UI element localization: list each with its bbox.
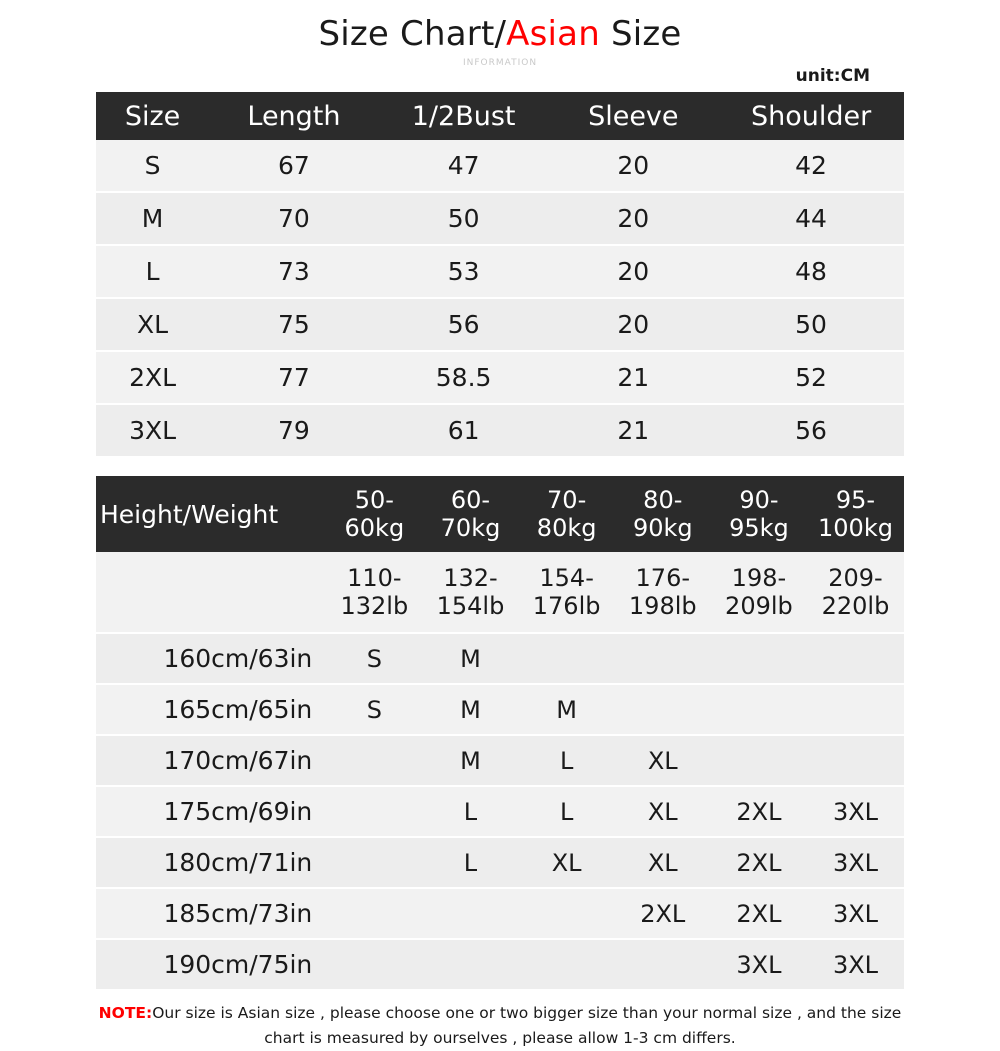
table-row — [96, 245, 904, 298]
cell-fit-size — [615, 633, 711, 684]
table-row — [96, 684, 904, 735]
cell-length: 77 — [209, 351, 379, 404]
cell-fit-size: 3XL — [807, 786, 904, 837]
table-row — [96, 837, 904, 888]
cell-fit-size: XL — [615, 837, 711, 888]
table-row — [96, 351, 904, 404]
cell-fit-size — [807, 633, 904, 684]
cell-weight-lb-3: 154-176lb — [519, 552, 615, 633]
cell-fit-size — [711, 684, 807, 735]
cell-fit-size — [711, 735, 807, 786]
cell-bust: 53 — [379, 245, 549, 298]
cell-height: 180cm/71in — [96, 837, 326, 888]
size-table-wrap — [0, 92, 1000, 458]
cell-size: 2XL — [96, 351, 209, 404]
cell-size: M — [96, 192, 209, 245]
cell-shoulder: 44 — [718, 192, 904, 245]
cell-sleeve: 20 — [548, 140, 718, 192]
cell-size: L — [96, 245, 209, 298]
cell-fit-size — [422, 888, 518, 939]
cell-fit-size: S — [326, 684, 422, 735]
cell-fit-size: L — [519, 735, 615, 786]
cell-fit-size: M — [422, 633, 518, 684]
col-header-bust: 1/2Bust — [379, 92, 549, 140]
cell-fit-size: M — [422, 684, 518, 735]
cell-fit-size — [807, 684, 904, 735]
cell-length: 75 — [209, 298, 379, 351]
table-row — [96, 140, 904, 192]
cell-length: 70 — [209, 192, 379, 245]
cell-fit-size: L — [422, 837, 518, 888]
cell-fit-size — [326, 939, 422, 990]
cell-fit-size: 3XL — [807, 888, 904, 939]
cell-fit-size — [422, 939, 518, 990]
cell-empty — [96, 552, 326, 633]
cell-sleeve: 20 — [548, 192, 718, 245]
cell-fit-size: XL — [615, 735, 711, 786]
cell-sleeve: 20 — [548, 298, 718, 351]
cell-bust: 56 — [379, 298, 549, 351]
cell-length: 67 — [209, 140, 379, 192]
cell-shoulder: 48 — [718, 245, 904, 298]
cell-length: 73 — [209, 245, 379, 298]
title-part1: Size Chart/ — [318, 14, 507, 54]
cell-fit-size: 2XL — [711, 888, 807, 939]
col-header-weight-3: 70-80kg — [519, 476, 615, 552]
cell-fit-size: L — [422, 786, 518, 837]
cell-shoulder: 56 — [718, 404, 904, 457]
cell-fit-size — [519, 888, 615, 939]
table-row — [96, 192, 904, 245]
note-body: Our size is Asian size , please choose one or two bigger size than your normal size , and the size chart is measured by ourselves , please allow 1-3 cm differs. — [152, 1004, 902, 1047]
cell-bust: 47 — [379, 140, 549, 192]
cell-height: 190cm/75in — [96, 939, 326, 990]
cell-bust: 58.5 — [379, 351, 549, 404]
cell-size: XL — [96, 298, 209, 351]
fit-table-header-row — [96, 476, 904, 552]
col-header-length: Length — [209, 92, 379, 140]
cell-bust: 50 — [379, 192, 549, 245]
col-header-weight-1: 50-60kg — [326, 476, 422, 552]
cell-fit-size: S — [326, 633, 422, 684]
cell-fit-size: 3XL — [807, 939, 904, 990]
cell-sleeve: 21 — [548, 404, 718, 457]
cell-weight-lb-4: 176-198lb — [615, 552, 711, 633]
title-part2: Size — [599, 14, 682, 54]
cell-weight-lb-5: 198-209lb — [711, 552, 807, 633]
cell-fit-size: XL — [519, 837, 615, 888]
cell-bust: 61 — [379, 404, 549, 457]
page-title — [0, 0, 1000, 56]
cell-fit-size: 2XL — [711, 786, 807, 837]
cell-size: 3XL — [96, 404, 209, 457]
cell-fit-size: M — [519, 684, 615, 735]
unit-label: unit:CM — [795, 66, 870, 86]
cell-fit-size — [519, 939, 615, 990]
col-header-weight-2: 60-70kg — [422, 476, 518, 552]
cell-length: 79 — [209, 404, 379, 457]
title-accent: Asian — [506, 14, 600, 54]
cell-fit-size: 3XL — [711, 939, 807, 990]
cell-fit-size — [615, 684, 711, 735]
table-row — [96, 939, 904, 990]
table-row — [96, 735, 904, 786]
size-table — [96, 92, 904, 458]
table-row — [96, 786, 904, 837]
cell-fit-size — [519, 633, 615, 684]
cell-fit-size: 2XL — [615, 888, 711, 939]
cell-height: 175cm/69in — [96, 786, 326, 837]
cell-height: 160cm/63in — [96, 633, 326, 684]
cell-fit-size — [615, 939, 711, 990]
cell-fit-size — [326, 837, 422, 888]
note-text — [0, 991, 1000, 1051]
cell-fit-size — [711, 633, 807, 684]
cell-fit-size: L — [519, 786, 615, 837]
fit-table-wrap — [0, 476, 1000, 991]
table-row — [96, 404, 904, 457]
table-row — [96, 633, 904, 684]
col-header-weight-6: 95-100kg — [807, 476, 904, 552]
cell-shoulder: 50 — [718, 298, 904, 351]
cell-fit-size: XL — [615, 786, 711, 837]
cell-weight-lb-1: 110-132lb — [326, 552, 422, 633]
cell-size: S — [96, 140, 209, 192]
table-row — [96, 888, 904, 939]
cell-sleeve: 20 — [548, 245, 718, 298]
cell-fit-size: 3XL — [807, 837, 904, 888]
col-header-weight-5: 90-95kg — [711, 476, 807, 552]
col-header-shoulder: Shoulder — [718, 92, 904, 140]
cell-fit-size: M — [422, 735, 518, 786]
fit-table — [96, 476, 904, 991]
cell-fit-size: 2XL — [711, 837, 807, 888]
col-header-sleeve: Sleeve — [548, 92, 718, 140]
cell-height: 165cm/65in — [96, 684, 326, 735]
note-label: NOTE: — [98, 1004, 153, 1022]
cell-shoulder: 52 — [718, 351, 904, 404]
cell-fit-size — [326, 888, 422, 939]
cell-fit-size — [326, 735, 422, 786]
subinfo-text: INFORMATION — [462, 58, 538, 68]
cell-weight-lb-6: 209-220lb — [807, 552, 904, 633]
table-row — [96, 298, 904, 351]
col-header-height-weight: Height/Weight — [96, 476, 326, 552]
cell-height: 170cm/67in — [96, 735, 326, 786]
col-header-weight-4: 80-90kg — [615, 476, 711, 552]
cell-fit-size — [326, 786, 422, 837]
cell-shoulder: 42 — [718, 140, 904, 192]
cell-height: 185cm/73in — [96, 888, 326, 939]
fit-table-lb-row — [96, 552, 904, 633]
cell-sleeve: 21 — [548, 351, 718, 404]
col-header-size: Size — [96, 92, 209, 140]
size-table-header-row — [96, 92, 904, 140]
cell-weight-lb-2: 132-154lb — [422, 552, 518, 633]
cell-fit-size — [807, 735, 904, 786]
